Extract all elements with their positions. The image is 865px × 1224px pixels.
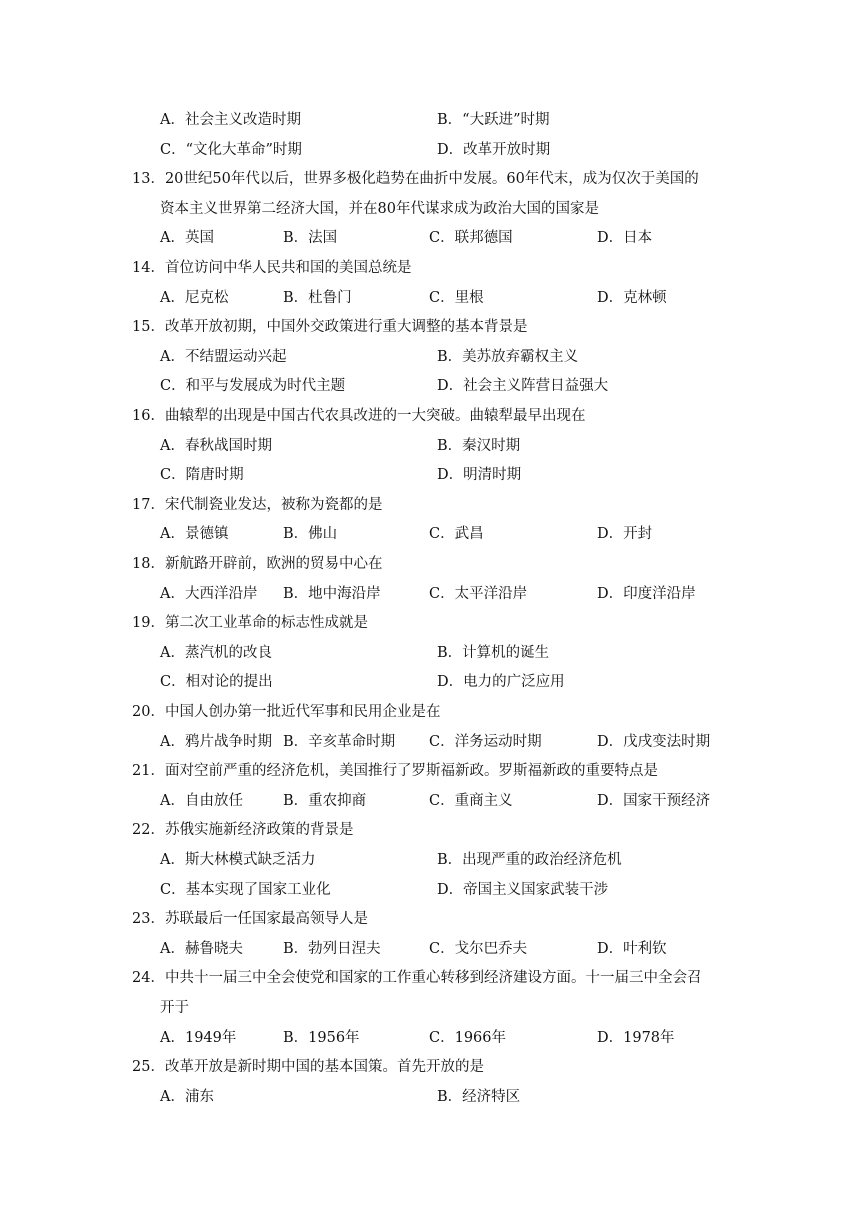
answer-option: B．法国 (283, 230, 338, 246)
answer-option: D．电力的广泛应用 (437, 674, 565, 690)
answer-option: C．“文化大革命”时期 (160, 142, 302, 158)
question-text: 20．中国人创办第一批近代军事和民用企业是在 (132, 704, 441, 720)
answer-option: A．蒸汽机的改良 (160, 645, 272, 661)
question-text: 15．改革开放初期，中国外交政策进行重大调整的基本背景是 (132, 319, 528, 335)
answer-option: C．里根 (429, 290, 484, 306)
question-text: 24．中共十一届三中全会使党和国家的工作重心转移到经济建设方面。十一届三中全会召 (132, 970, 702, 986)
answer-option: B．秦汉时期 (437, 438, 521, 454)
answer-option: B．勃列日涅夫 (283, 941, 381, 957)
question-text: 18．新航路开辟前，欧洲的贸易中心在 (132, 556, 383, 572)
question-text-continued: 开于 (160, 1000, 189, 1016)
answer-option: A．浦东 (160, 1089, 214, 1105)
answer-option: A．春秋战国时期 (160, 438, 272, 454)
answer-option: B．地中海沿岸 (283, 586, 381, 602)
answer-option: C．隋唐时期 (160, 467, 244, 483)
answer-option: D．明清时期 (437, 467, 522, 483)
answer-option: A．赫鲁晓夫 (160, 941, 243, 957)
answer-option: A．1949年 (160, 1030, 237, 1046)
question-text: 23．苏联最后一任国家最高领导人是 (132, 911, 368, 927)
answer-option: B．杜鲁门 (283, 290, 352, 306)
question-text: 21．面对空前严重的经济危机，美国推行了罗斯福新政。罗斯福新政的重要特点是 (132, 763, 658, 779)
answer-option: C．1966年 (429, 1030, 506, 1046)
answer-option: A．不结盟运动兴起 (160, 349, 287, 365)
question-text: 13．20世纪50年代以后，世界多极化趋势在曲折中发展。60年代末，成为仅次于美国的 (132, 171, 699, 187)
answer-option: A．大西洋沿岸 (160, 586, 258, 602)
question-text: 22．苏俄实施新经济政策的背景是 (132, 822, 354, 838)
answer-option: C．相对论的提出 (160, 674, 273, 690)
answer-option: A．景德镇 (160, 526, 229, 542)
question-text: 17．宋代制瓷业发达，被称为瓷都的是 (132, 497, 383, 513)
answer-option: B．1956年 (283, 1030, 360, 1046)
question-text: 19．第二次工业革命的标志性成就是 (132, 615, 368, 631)
answer-option: C．重商主义 (429, 793, 513, 809)
answer-option: D．帝国主义国家武装干涉 (437, 882, 609, 898)
question-text-continued: 资本主义世界第二经济大国，并在80年代谋求成为政治大国的国家是 (160, 201, 599, 217)
answer-option: C．武昌 (429, 526, 484, 542)
answer-option: D．叶利钦 (597, 941, 667, 957)
answer-option: A．自由放任 (160, 793, 243, 809)
answer-option: D．1978年 (597, 1030, 675, 1046)
answer-option: C．基本实现了国家工业化 (160, 882, 331, 898)
answer-option: A．英国 (160, 230, 214, 246)
answer-option: C．太平洋沿岸 (429, 586, 528, 602)
answer-option: C．戈尔巴乔夫 (429, 941, 528, 957)
answer-option: D．克林顿 (597, 290, 667, 306)
answer-option: A．社会主义改造时期 (160, 112, 301, 128)
answer-option: A．尼克松 (160, 290, 229, 306)
question-text: 25．改革开放是新时期中国的基本国策。首先开放的是 (132, 1059, 484, 1075)
answer-option: D．日本 (597, 230, 653, 246)
question-text: 16．曲辕犁的出现是中国古代农具改进的一大突破。曲辕犁最早出现在 (132, 408, 586, 424)
answer-option: C．和平与发展成为时代主题 (160, 378, 346, 394)
answer-option: B．辛亥革命时期 (283, 734, 396, 750)
answer-option: B．美苏放弃霸权主义 (437, 349, 579, 365)
answer-option: D．改革开放时期 (437, 142, 551, 158)
answer-option: B．重农抑商 (283, 793, 367, 809)
answer-option: A．斯大林模式缺乏活力 (160, 852, 316, 868)
answer-option: A．鸦片战争时期 (160, 734, 272, 750)
answer-option: B．计算机的诞生 (437, 645, 550, 661)
answer-option: D．社会主义阵营日益强大 (437, 378, 609, 394)
answer-option: B．经济特区 (437, 1089, 521, 1105)
question-text: 14．首位访问中华人民共和国的美国总统是 (132, 260, 412, 276)
answer-option: B．佛山 (283, 526, 338, 542)
answer-option: D．国家干预经济 (597, 793, 711, 809)
answer-option: B．出现严重的政治经济危机 (437, 852, 622, 868)
answer-option: C．洋务运动时期 (429, 734, 542, 750)
answer-option: D．开封 (597, 526, 653, 542)
answer-option: B．“大跃进”时期 (437, 112, 550, 128)
answer-option: D．戊戌变法时期 (597, 734, 711, 750)
answer-option: C．联邦德国 (429, 230, 513, 246)
answer-option: D．印度洋沿岸 (597, 586, 696, 602)
